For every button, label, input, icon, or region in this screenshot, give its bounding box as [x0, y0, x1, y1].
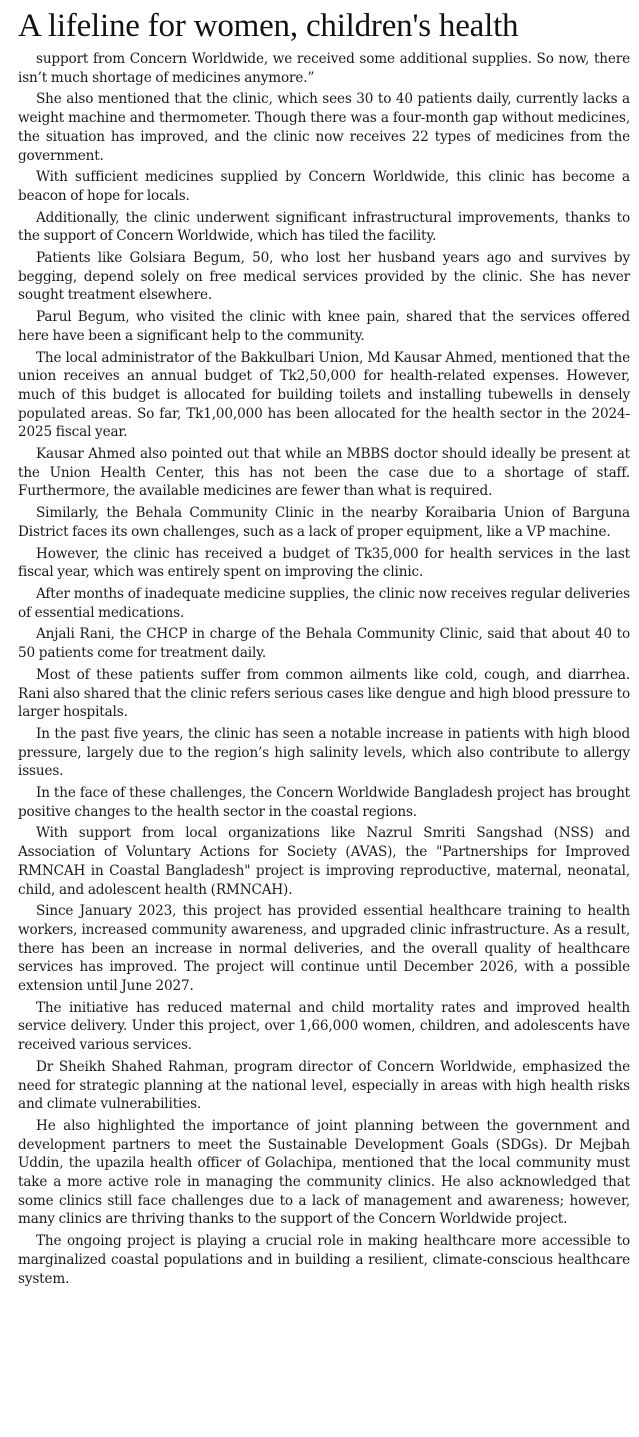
- paragraph: He also highlighted the importance of joint planning between the government and development partners to meet the Sustainable Development Goals (SDGs). Dr Mejbah Uddin, the upazila health officer of Golachipa, mentioned that the local community must take a more active role in managing the community clinics. He also acknowledged that some clinics still face challenges due to a lack of management and awareness; however, many clinics are thriving thanks to the support of the Concern Worldwide project.: [18, 1117, 630, 1228]
- article: [18, 6, 630, 1291]
- paragraph: Since January 2023, this project has provided essential healthcare training to health workers, increased community awareness, and upgraded clinic infrastructure. As a result, there has been an increase in normal deliveries, and the overall quality of healthcare services has improved. The project will continue until December 2026, with a possible extension until June 2027.: [18, 903, 630, 995]
- paragraph: support from Concern Worldwide, we received some additional supplies. So now, there isn’t much shortage of medicines anymore.”: [18, 51, 630, 86]
- headline: A lifeline for women, children's health: [18, 8, 519, 44]
- paragraph: Anjali Rani, the CHCP in charge of the Behala Community Clinic, said that about 40 to 50 patients come for treatment daily.: [18, 626, 630, 662]
- article-body: [18, 50, 630, 1288]
- paragraph: Dr Sheikh Shahed Rahman, program director of Concern Worldwide, emphasized the need for strategic planning at the national level, especially in areas with high health risks and climate vulnerabilities.: [18, 1058, 630, 1113]
- paragraph: The ongoing project is playing a crucial role in making healthcare more accessible to marginalized coastal populations and in building a resilient, climate-conscious healthcare system.: [18, 1233, 630, 1287]
- paragraph: With support from local organizations like Nazrul Smriti Sangshad (NSS) and Association of Voluntary Actions for Society (AVAS), the "Partnerships for Improved RMNCAH in Coastal Bangladesh" project is improving reproductive, maternal, neonatal, child, and adolescent health (RMNCAH).: [18, 825, 630, 898]
- paragraph: With sufficient medicines supplied by Concern Worldwide, this clinic has become a beacon of hope for locals.: [18, 169, 630, 204]
- paragraph: Similarly, the Behala Community Clinic in the nearby Koraibaria Union of Barguna District faces its own challenges, such as a lack of proper equipment, like a VP machine.: [18, 505, 630, 540]
- paragraph: Kausar Ahmed also pointed out that while an MBBS doctor should ideally be present at the Union Health Center, this has not been the case due to a shortage of staff. Furthermore, the available medicines are fewer than what is required.: [18, 446, 630, 500]
- paragraph: Parul Begum, who visited the clinic with knee pain, shared that the services offered here have been a significant help to the community.: [18, 309, 630, 344]
- paragraph: The local administrator of the Bakkulbari Union, Md Kausar Ahmed, mentioned that the union receives an annual budget of Tk2,50,000 for health-related expenses. However, much of this budget is allocated for building toilets and installing tubewells in densely populated areas. So far, Tk1,00,000 has been allocated for the health sector in the 2024-2025 fiscal year.: [18, 349, 630, 441]
- paragraph: The initiative has reduced maternal and child mortality rates and improved health service delivery. Under this project, over 1,66,000 women, children, and adolescents have received various services.: [18, 999, 630, 1054]
- paragraph: Patients like Golsiara Begum, 50, who lost her husband years ago and survives by begging, depend solely on free medical services provided by the clinic. She has never sought treatment elsewhere.: [18, 250, 630, 304]
- paragraph: Additionally, the clinic underwent significant infrastructural improvements, thanks to the support of Concern Worldwide, which has tiled the facility.: [18, 209, 630, 245]
- paragraph: She also mentioned that the clinic, which sees 30 to 40 patients daily, currently lacks a weight machine and thermometer. Though there was a four-month gap without medicines, the situation has improved, and the clinic now receives 22 types of medicines from the government.: [18, 91, 630, 164]
- paragraph: In the past five years, the clinic has seen a notable increase in patients with high blood pressure, largely due to the region’s high salinity levels, which also contribute to allergy issues.: [18, 725, 630, 780]
- paragraph: After months of inadequate medicine supplies, the clinic now receives regular deliveries of essential medications.: [18, 585, 630, 621]
- paragraph: Most of these patients suffer from common ailments like cold, cough, and diarrhea. Rani also shared that the clinic refers serious cases like dengue and high blood pressure to larger hospitals.: [18, 666, 630, 721]
- paragraph: In the face of these challenges, the Concern Worldwide Bangladesh project has brought positive changes to the health sector in the coastal regions.: [18, 785, 630, 820]
- paragraph: However, the clinic has received a budget of Tk35,000 for health services in the last fiscal year, which was entirely spent on improving the clinic.: [18, 545, 630, 581]
